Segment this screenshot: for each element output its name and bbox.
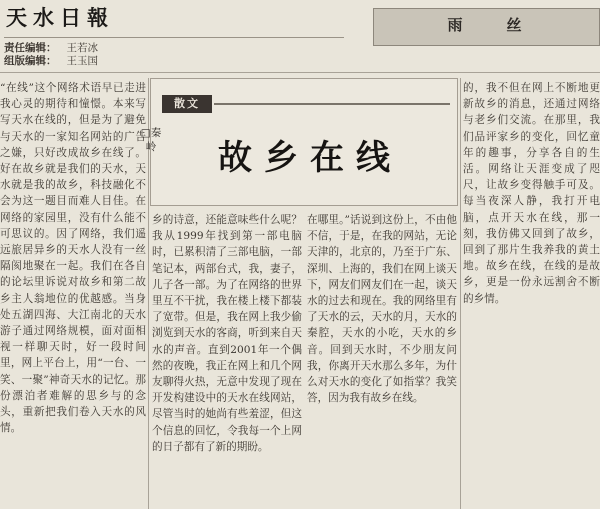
column-divider — [460, 78, 461, 509]
newspaper-name: 天水日報 — [6, 5, 114, 30]
designer-name: 王玉国 — [66, 55, 98, 67]
designer-label: 组版编辑： — [4, 55, 57, 67]
article-column-right: 的，我不但在网上不断地更新故乡的消息，还通过网络与老乡们交流。在那里，我们品评家乡的变化，回忆童年的趣事，分享各自的生活。网络让天涯变成了咫尺，让故乡变得触手可及。每当夜深人静，我打开电脑，点开天水在线，那一刻，我仿佛又回到了故乡，回到了那片生我养我的黄土地。故乡在线，在线的是故乡，更是一份永远割舍不断的乡情。 — [463, 82, 600, 305]
editor-name: 王若冰 — [66, 42, 98, 54]
section-title: 雨丝 — [447, 16, 566, 34]
article-author: □秦岭 — [140, 127, 162, 153]
article-column-left: “在线”这个网络术语早已走进我心灵的期待和憧憬。本来写写天水在线的，但是为了避免与天水的一家知名网站的广告之嫌，只好改成故乡在线了。好在故乡就是我们的天水，天水就是我的故乡，科技融化不会为这一题目而难人目佳。在网络的家园里，没有什么能不可思议的。因了网络，我们遥远旅居异乡的天水人没有一丝隔阂地聚在一起。我们在各自的论坛里诉说对故乡和第二故乡主人翁地位的优越感。当身处五湖四海、大江南北的天水游子通过网络规模，面对面相视一样聊天时，好一段时间里，网上平台上，用“一台、一笑、一聚”神奇天水的记忆。那份漂泊者难解的思乡与的念头，重新把我们卷入天水的风情。 — [0, 82, 146, 435]
editor-label: 责任编辑： — [4, 42, 57, 54]
masthead-divider — [0, 72, 600, 73]
genre-tag: 散文 — [162, 95, 212, 113]
article-column-mid-2: 在哪里。”话说到这份上，不由他不信，于是，在我的网站，无论天津的，北京的，乃至于广东、深圳、上海的，我们在网上谈天下，网友们网友们在一起，谈天水的过去和现在。我的网络里有了天水的云，天水的月，天水的秦腔，天水的小吃，天水的乡音。回到天水时，不少朋友问我，你离开天水那么多年，为什么对天水的变化了如指掌？我笑答，因为我有故乡在线。 — [307, 214, 457, 405]
designer-line — [4, 53, 98, 68]
article-title: 故乡在线 — [218, 138, 402, 178]
article-column-mid-1: 乡的诗意，还能意味些什么呢？我从1999年找到第一部电脑时，已累积清了三部电脑，一部笔记本，两部台式，我，妻子，儿子各一部。为了在网络的世界里互不干扰，我在楼上楼下都装了宽带。但是，我在网上我少偷浏览到天水的客商，听到来自天水的声音。直到2001年一个偶然的夜晚，我正在网上和几个网友聊得火热，无意中发现了现在开发构建设中的天水在线网站，尽管当时的她尚有些羞涩，但这个信息的回忆，令我每一个上网的日子都有了新的期盼。 — [152, 214, 302, 453]
tag-rule — [214, 103, 450, 105]
